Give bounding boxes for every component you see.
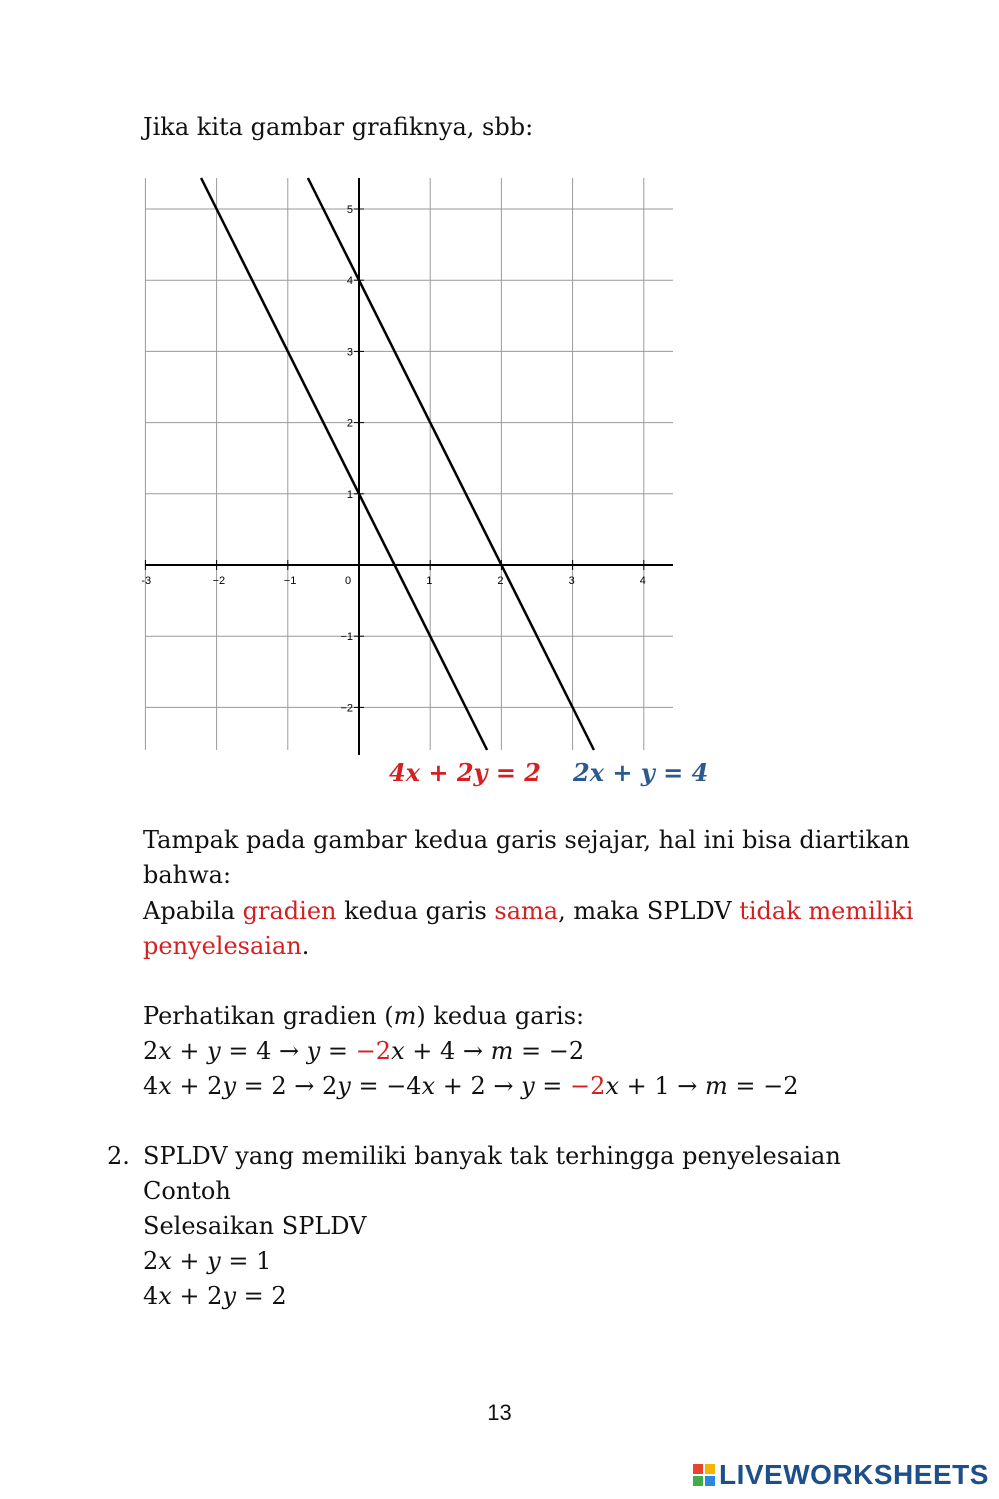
- x-tick-label: 4: [639, 575, 646, 587]
- liveworksheets-brand[interactable]: [693, 1460, 989, 1490]
- text-perhatikan: Perhatikan gradien (: [143, 1002, 394, 1030]
- y-tick-label: 4: [346, 275, 353, 288]
- y-tick-label: −1: [340, 631, 353, 644]
- text-apabila: Apabila: [143, 897, 243, 925]
- highlight-tidak-memiliki: tidak memiliki: [739, 897, 914, 925]
- logo-square: [693, 1476, 703, 1486]
- logo-square: [705, 1476, 715, 1486]
- paragraph-line: Tampak pada gambar kedua garis sejajar, hal ini bisa diartikan: [143, 826, 910, 854]
- equation-line-1: [143, 1034, 584, 1069]
- item2-selesaikan: Selesaikan SPLDV: [143, 1212, 367, 1240]
- x-tick-label: 0: [345, 575, 352, 587]
- y-tick-label: 2: [346, 417, 353, 430]
- text-kedua-garis: ) kedua garis:: [416, 1002, 585, 1030]
- liveworksheets-logo-icon: [693, 1464, 715, 1486]
- text-maka: , maka SPLDV: [558, 897, 740, 925]
- legend-eq-2x-y-4: 2𝒙 + 𝒚 = 4: [573, 758, 709, 787]
- perhatikan-line: [143, 999, 584, 1034]
- highlight-sama: sama: [494, 897, 559, 925]
- intro-text: Jika kita gambar grafiknya, sbb:: [143, 113, 534, 141]
- equation-line-2: [143, 1069, 798, 1104]
- y-tick-label: 5: [346, 204, 353, 216]
- x-tick-label: -3: [141, 575, 152, 587]
- equation-part: 𝑥 + 1 → 𝑚 = −2: [605, 1072, 799, 1100]
- series-line: [201, 178, 487, 750]
- logo-square: [693, 1464, 703, 1474]
- conclusion-line: [143, 929, 309, 964]
- slope-highlight: −2: [355, 1037, 392, 1065]
- text-kedua-garis: kedua garis: [336, 897, 495, 925]
- math-m: 𝑚: [393, 1002, 417, 1030]
- conclusion-line: [143, 894, 913, 929]
- highlight-penyelesaian: penyelesaian: [143, 932, 302, 960]
- brand-name: LIVEWORKSHEETS: [719, 1459, 989, 1490]
- x-tick-label: 1: [426, 575, 433, 587]
- paragraph-line: bahwa:: [143, 861, 232, 889]
- item2-contoh: Contoh: [143, 1177, 231, 1205]
- y-tick-label: 1: [346, 488, 353, 501]
- highlight-gradien: gradien: [242, 897, 337, 925]
- item2-title: SPLDV yang memiliki banyak tak terhingga penyelesaian: [143, 1142, 841, 1170]
- x-tick-label: −2: [212, 575, 226, 587]
- x-tick-label: 3: [568, 575, 575, 587]
- item2-equation-1: 2𝑥 + 𝑦 = 1: [143, 1247, 272, 1275]
- equation-part: 𝑥 + 4 → 𝑚 = −2: [391, 1037, 585, 1065]
- legend-eq-4x-2y-2: 4𝒙 + 2𝒚 = 2: [389, 758, 541, 787]
- logo-square: [705, 1464, 715, 1474]
- line-graph: [140, 170, 680, 755]
- y-tick-label: 3: [346, 346, 353, 359]
- page-number: 13: [487, 1400, 512, 1425]
- equation-part: 4𝑥 + 2𝑦 = 2 → 2𝑦 = −4𝑥 + 2 → 𝑦 =: [143, 1072, 571, 1100]
- x-tick-label: −1: [283, 575, 297, 587]
- series-line: [308, 178, 594, 750]
- slope-highlight: −2: [570, 1072, 606, 1100]
- x-tick-label: 2: [497, 575, 504, 587]
- list-number: 2.: [107, 1142, 130, 1170]
- text-period: .: [301, 932, 310, 960]
- y-tick-label: −2: [340, 702, 353, 715]
- equation-part: 2𝑥 + 𝑦 = 4 → 𝑦 =: [143, 1037, 356, 1065]
- item2-equation-2: 4𝑥 + 2𝑦 = 2: [143, 1282, 287, 1310]
